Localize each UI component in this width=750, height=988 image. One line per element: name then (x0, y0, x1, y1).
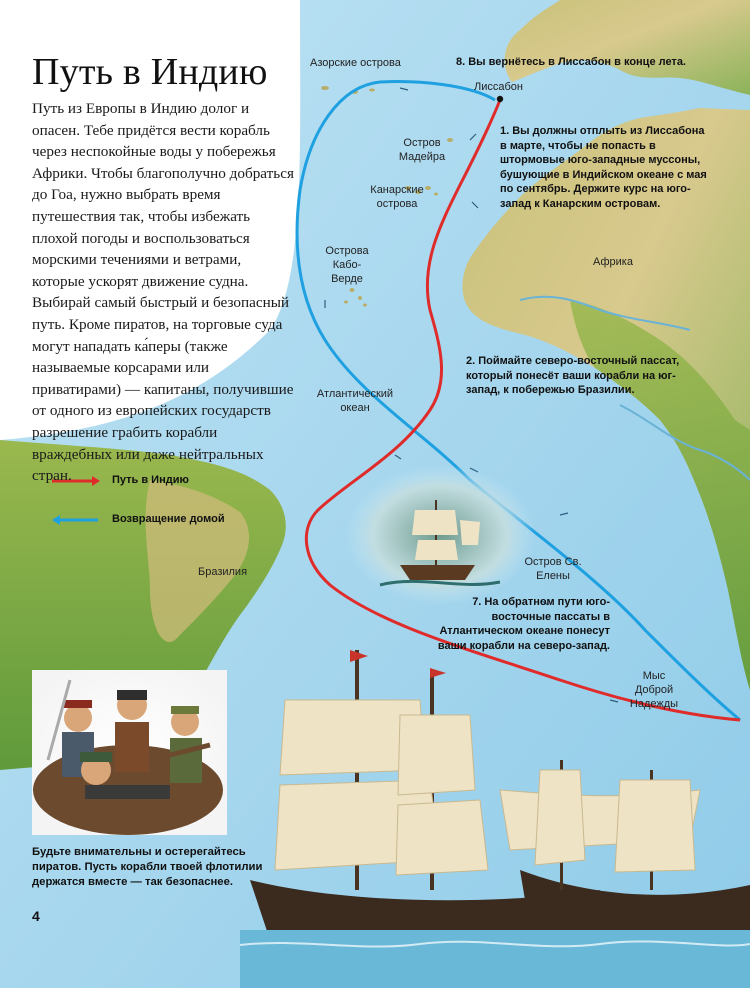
legend-return (48, 513, 225, 525)
label-azores: Азорские острова (310, 57, 401, 69)
note-8: 8. Вы вернётесь в Лиссабон в конце лета. (456, 56, 686, 68)
lisbon-marker (497, 96, 503, 102)
label-africa: Африка (593, 256, 633, 268)
note-7: 7. На обратном пути юго-восточные пассаты в Атлантическом океане понесут ваши корабли на северо-запад. (437, 596, 610, 652)
label-lisbon: Лиссабон (474, 81, 523, 93)
label-atlantic: Атлантический океан (316, 388, 394, 414)
pirates-caption: Будьте внимательны и остерегайтесь пиратов. Пусть корабли твоей флотилии держатся вместе — так безопаснее. (32, 846, 263, 888)
label-cape-verde: Острова Кабо-Верде (325, 245, 369, 285)
label-canary: Канарские острова (370, 184, 424, 210)
label-st-helena: Остров Св. Елены (524, 556, 582, 582)
legend-label-to-india: Путь в Индию (112, 474, 189, 486)
label-good-hope: Мыс Доброй Надежды (629, 670, 679, 710)
legend-to-india (48, 474, 189, 486)
sea-strip (240, 930, 750, 988)
label-madeira: Остров Мадейра (398, 137, 446, 163)
label-brazil: Бразилия (198, 566, 248, 578)
intro-paragraph: Путь из Европы в Индию долог и опасен. Тебе придётся вести корабль через неспокойные воды у побережья Африки. Чтобы благополучно добраться до Гоа, нужно выбрать время путешествия так, чтобы избежать плохой погоды и воспользоваться морскими течениями и ветрами, которые ускорят движение судна. Выбирай самый быстрый и безопасный путь. Кроме пиратов, на торговые суда могут нападать ка́перы (также называемые корсарами или приватирами) — капитаны, получившие от одного из европейских государств разрешение грабить корабли враждебных или даже нейтральных стран. (32, 100, 294, 485)
pirates-illustration (32, 670, 227, 835)
legend-label-return: Возвращение домой (112, 513, 225, 525)
page-title: Путь в Индию (32, 51, 268, 93)
note-2: 2. Поймайте северо-восточный пассат, который понесёт ваши корабли на юг-запад, к побережью Бразилии. (466, 355, 680, 396)
page-number: 4 (32, 908, 40, 924)
note-1: 1. Вы должны отплыть из Лиссабона в марте, чтобы не попасть в штормовые юго-западные муссоны, бушующие в Индийском океане с мая по сентябрь. Держите курс на юго-запад к Канарским островам. (500, 125, 707, 210)
